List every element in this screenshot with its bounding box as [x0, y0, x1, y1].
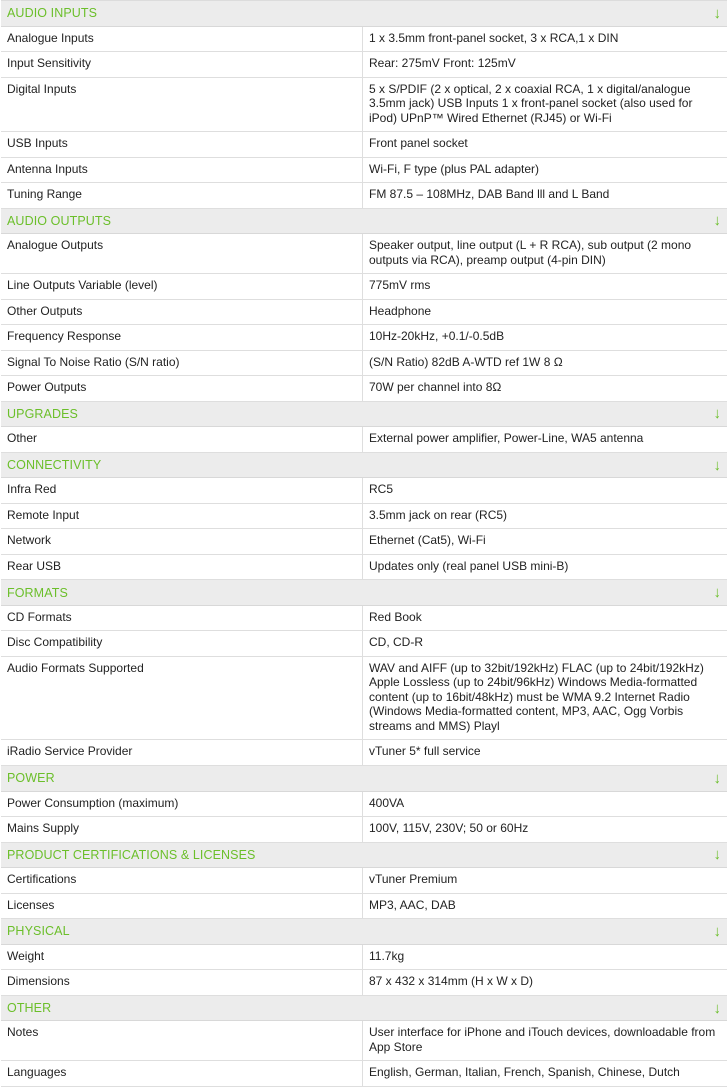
spec-row	[1, 504, 727, 530]
section-header-upgrades[interactable]	[1, 402, 727, 428]
spec-label: Certifications	[1, 868, 363, 893]
arrow-down-icon[interactable]: ↓	[713, 769, 721, 787]
spec-label: Remote Input	[1, 504, 363, 529]
section-header-product-certifications-licenses[interactable]	[1, 843, 727, 869]
spec-row	[1, 1061, 727, 1087]
spec-row	[1, 945, 727, 971]
spec-value: 70W per channel into 8Ω	[369, 380, 502, 395]
section-title: PRODUCT CERTIFICATIONS & LICENSES	[7, 847, 256, 862]
spec-value: 87 x 432 x 314mm (H x W x D)	[369, 974, 534, 989]
spec-row	[1, 1021, 727, 1061]
spec-value: Updates only (real panel USB mini-B)	[369, 558, 569, 573]
spec-row	[1, 606, 727, 632]
spec-label: Power Outputs	[1, 376, 363, 401]
spec-value: vTuner 5* full service	[369, 744, 481, 759]
arrow-down-icon[interactable]: ↓	[713, 584, 721, 602]
spec-label: USB Inputs	[1, 132, 363, 157]
spec-row	[1, 894, 727, 920]
spec-row	[1, 631, 727, 657]
spec-label: Other Outputs	[1, 300, 363, 325]
spec-value: Front panel socket	[369, 136, 468, 151]
section-header-audio-outputs[interactable]	[1, 209, 727, 235]
spec-value: FM 87.5 – 108MHz, DAB Band lll and L Band	[369, 187, 610, 202]
section-title: UPGRADES	[7, 406, 78, 421]
spec-row	[1, 740, 727, 766]
arrow-down-icon[interactable]: ↓	[713, 456, 721, 474]
spec-value: MP3, AAC, DAB	[369, 897, 456, 912]
spec-label: Power Consumption (maximum)	[1, 792, 363, 817]
spec-row	[1, 52, 727, 78]
spec-row	[1, 27, 727, 53]
spec-value: Red Book	[369, 609, 422, 624]
spec-row	[1, 351, 727, 377]
spec-label: Languages	[1, 1061, 363, 1086]
section-title: AUDIO INPUTS	[7, 6, 98, 21]
section-header-audio-inputs[interactable]	[1, 1, 727, 27]
section-title: OTHER	[7, 1001, 52, 1016]
spec-value: 11.7kg	[369, 948, 405, 963]
spec-row	[1, 274, 727, 300]
section-header-connectivity[interactable]	[1, 453, 727, 479]
spec-value: User interface for iPhone and iTouch devices, downloadable from App Store	[369, 1025, 716, 1054]
spec-row	[1, 555, 727, 581]
spec-row	[1, 325, 727, 351]
spec-row	[1, 529, 727, 555]
spec-label: Frequency Response	[1, 325, 363, 350]
spec-row	[1, 300, 727, 326]
spec-value: 1 x 3.5mm front-panel socket, 3 x RCA,1 x DIN	[369, 30, 619, 45]
spec-value: CD, CD-R	[369, 635, 423, 650]
spec-row	[1, 817, 727, 843]
section-header-power[interactable]	[1, 766, 727, 792]
spec-value: 10Hz-20kHz, +0.1/-0.5dB	[369, 329, 505, 344]
spec-label: Antenna Inputs	[1, 158, 363, 183]
spec-label: Line Outputs Variable (level)	[1, 274, 363, 299]
spec-row	[1, 78, 727, 133]
spec-label: Licenses	[1, 894, 363, 919]
section-header-formats[interactable]	[1, 580, 727, 606]
spec-row	[1, 376, 727, 402]
spec-value: Headphone	[369, 303, 432, 318]
spec-row	[1, 158, 727, 184]
spec-row	[1, 792, 727, 818]
spec-value: External power amplifier, Power-Line, WA5 antenna	[369, 431, 644, 446]
spec-row	[1, 183, 727, 209]
spec-value: Speaker output, line output (L + R RCA), sub output (2 mono outputs via RCA), preamp output (4-pin DIN)	[369, 238, 692, 267]
spec-label: CD Formats	[1, 606, 363, 631]
spec-value: 5 x S/PDIF (2 x optical, 2 x coaxial RCA, 1 x digital/analogue 3.5mm jack) USB Inputs 1 x front-panel socket (also used for iPod) UPnP™ Wired Ethernet (RJ45) or Wi-Fi	[369, 81, 693, 125]
spec-label: Mains Supply	[1, 817, 363, 842]
spec-row	[1, 234, 727, 274]
spec-value: 775mV rms	[369, 278, 431, 293]
spec-label: Dimensions	[1, 970, 363, 995]
spec-label: Tuning Range	[1, 183, 363, 208]
spec-value: English, German, Italian, French, Spanish, Chinese, Dutch	[369, 1065, 680, 1080]
spec-row	[1, 132, 727, 158]
spec-label: Infra Red	[1, 478, 363, 503]
spec-label: iRadio Service Provider	[1, 740, 363, 765]
arrow-down-icon[interactable]: ↓	[713, 405, 721, 423]
arrow-down-icon[interactable]: ↓	[713, 846, 721, 864]
spec-label: Other	[1, 427, 363, 452]
spec-row	[1, 657, 727, 741]
spec-value: vTuner Premium	[369, 872, 458, 887]
spec-label: Signal To Noise Ratio (S/N ratio)	[1, 351, 363, 376]
section-header-other[interactable]	[1, 996, 727, 1022]
spec-label: Network	[1, 529, 363, 554]
spec-label: Analogue Inputs	[1, 27, 363, 52]
section-title: POWER	[7, 771, 55, 786]
spec-row	[1, 427, 727, 453]
spec-value: RC5	[369, 482, 394, 497]
spec-row	[1, 868, 727, 894]
spec-value: 100V, 115V, 230V; 50 or 60Hz	[369, 821, 529, 836]
section-title: FORMATS	[7, 585, 68, 600]
spec-label: Rear USB	[1, 555, 363, 580]
arrow-down-icon[interactable]: ↓	[713, 212, 721, 230]
spec-label: Notes	[1, 1021, 363, 1060]
spec-label: Analogue Outputs	[1, 234, 363, 273]
spec-row	[1, 970, 727, 996]
arrow-down-icon[interactable]: ↓	[713, 4, 721, 22]
section-header-physical[interactable]	[1, 919, 727, 945]
spec-value: WAV and AIFF (up to 32bit/192kHz) FLAC (up to 24bit/192kHz) Apple Lossless (up to 24bit/96kHz) Windows Media-formatted content (up to 16bit/48kHz) must be WMA 9.2 Internet Radio (Windows Media-formatted content, MP3, AAC, Ogg Vorbis streams and MMS) Playl	[369, 660, 704, 733]
spec-row	[1, 478, 727, 504]
spec-label: Digital Inputs	[1, 78, 363, 132]
spec-value: (S/N Ratio) 82dB A-WTD ref 1W 8 Ω	[369, 354, 563, 369]
arrow-down-icon[interactable]: ↓	[713, 999, 721, 1017]
section-title: CONNECTIVITY	[7, 458, 102, 473]
spec-value: 3.5mm jack on rear (RC5)	[369, 507, 508, 522]
spec-value: Rear: 275mV Front: 125mV	[369, 56, 516, 71]
section-title: AUDIO OUTPUTS	[7, 213, 112, 228]
section-title: PHYSICAL	[7, 924, 70, 939]
spec-table	[1, 0, 727, 1087]
spec-label: Weight	[1, 945, 363, 970]
spec-label: Audio Formats Supported	[1, 657, 363, 740]
spec-label: Disc Compatibility	[1, 631, 363, 656]
spec-value: Ethernet (Cat5), Wi-Fi	[369, 533, 486, 548]
spec-label: Input Sensitivity	[1, 52, 363, 77]
spec-value: 400VA	[369, 795, 405, 810]
spec-value: Wi-Fi, F type (plus PAL adapter)	[369, 161, 540, 176]
arrow-down-icon[interactable]: ↓	[713, 922, 721, 940]
